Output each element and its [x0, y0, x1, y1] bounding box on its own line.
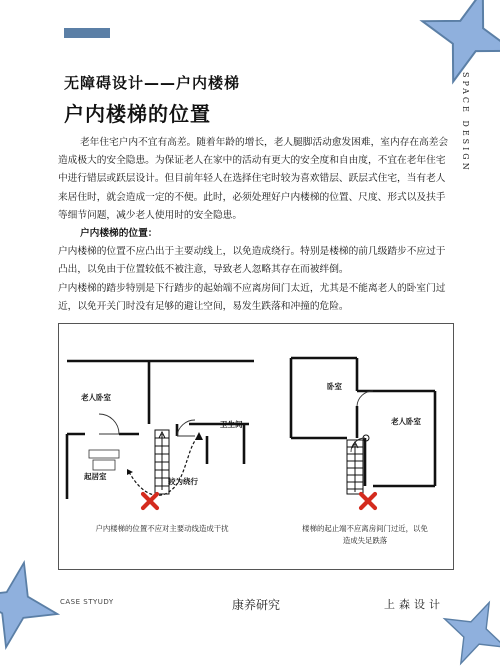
star-bottom-right-icon: [440, 598, 500, 668]
cross-right-icon: [358, 491, 378, 511]
footer-section: 康养研究: [232, 598, 281, 612]
cross-left-icon: [140, 491, 160, 511]
star-bottom-left-icon: [0, 560, 60, 650]
paragraph-intro: 老年住宅户内不宜有高差。随着年龄的增长，老人腿脚活动愈发困难，室内存在高差会造成极大的安全隐患。为保证老人在家中的活动有更大的安全度和自由度，不宜在老年住宅中进行错层或跃层设计。但目前年轻人在选择住宅时较为喜欢错层、跃层式住宅，当有老人来居住时，就会造成一定的不便。此时，必须处理好户内楼梯的位置、尺度、形式以及扶手等细节问题，减少老人使用时的安全隐患。: [58, 137, 449, 221]
page-title-line2: 户内楼梯的位置: [64, 102, 211, 126]
diagram-frame: [58, 323, 454, 570]
accent-tab: [64, 28, 110, 38]
caption-left: 户内楼梯的位置不应对主要动线造成干扰: [95, 524, 229, 533]
label-elder-bedroom-right: 老人卧室: [391, 417, 421, 426]
label-detour: 较为绕行: [168, 477, 198, 486]
section-subheading: 户内楼梯的位置：: [80, 228, 158, 240]
caption-right-line2: 造成失足跌落: [342, 536, 388, 545]
floor-plan-right: [285, 346, 445, 496]
caption-right-line1: 楼梯的起止端不应离房间门过近，以免: [302, 524, 428, 533]
star-top-right-icon: [418, 0, 500, 86]
label-elder-bedroom-left: 老人卧室: [81, 393, 111, 402]
footer-case-study: CASE STYUDY: [60, 598, 114, 606]
label-bedroom-right: 卧室: [327, 382, 342, 391]
page-title-line1: 无障碍设计——户内楼梯: [64, 74, 241, 92]
paragraph-step-end: 户内楼梯的踏步特别是下行踏步的起始端不应离房间门太近，尤其是不能离老人的卧室门过近，以免开关门时没有足够的避让空间，易发生跌落和冲撞的危险。: [58, 282, 446, 312]
label-bathroom: 卫生间: [220, 420, 243, 429]
body-text: [58, 134, 450, 316]
footer-brand: 上森设计: [384, 598, 444, 611]
paragraph-position: 户内楼梯的位置不应凸出于主要动线上，以免造成绕行。特别是楼梯的前几级踏步不应过于凸出，以免由于位置较低不被注意，导致老人忽略其存在而被绊倒。: [58, 246, 446, 276]
side-label: SPACE DESIGN: [461, 72, 470, 173]
label-living-room: 起居室: [84, 472, 107, 481]
